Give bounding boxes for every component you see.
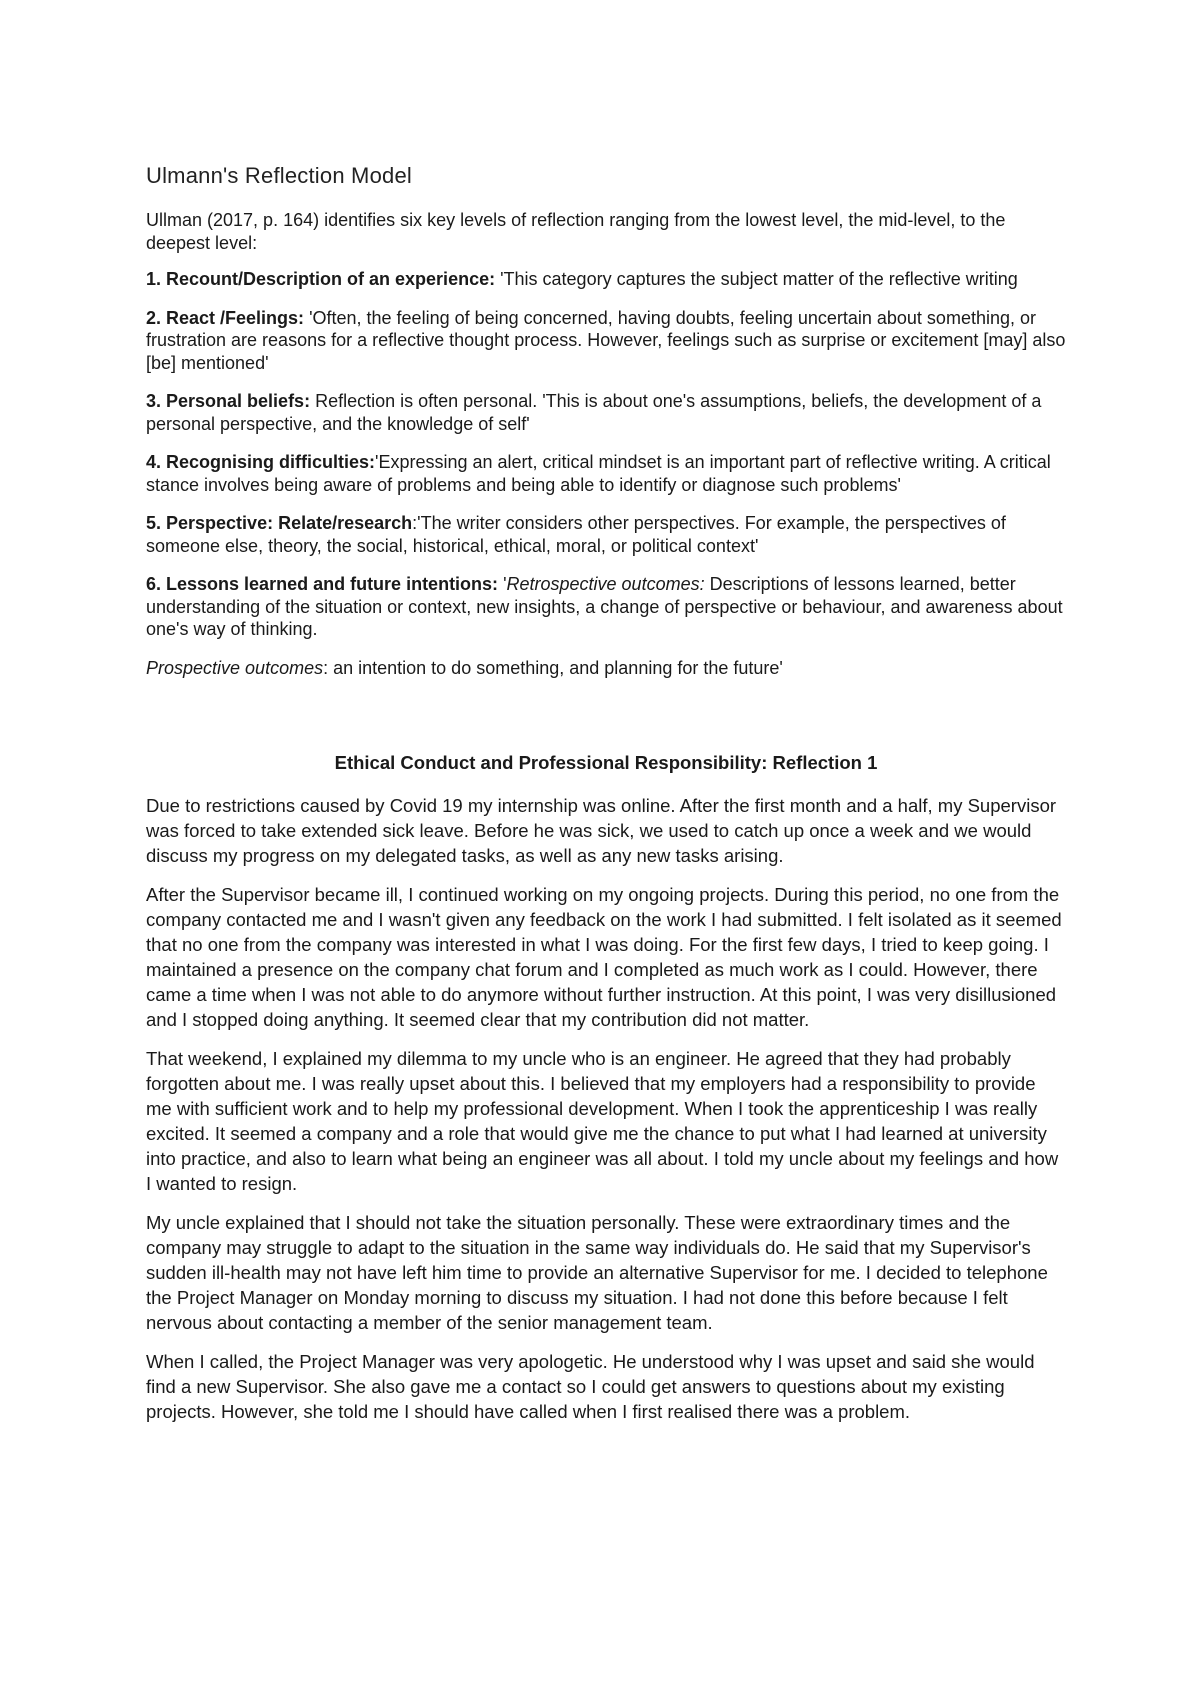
level-6-heading: 6. Lessons learned and future intentions: xyxy=(146,574,499,594)
reflection-title: Ethical Conduct and Professional Responsibility: Reflection 1 xyxy=(334,752,878,773)
reflection-paragraph-2: After the Supervisor became ill, I continued working on my ongoing projects. During this period, no one from the company contacted me and I wasn't given any feedback on the work I had submitted. I felt isolated as it seemed that no one from the company was interested in what I was doing. For the first few days, I tried to keep going. I maintained a presence on the company chat forum and I completed as much work as I could. However, there came a time when I was not able to do anymore without further instruction. At this point, I was very disillusioned and I stopped doing anything. It seemed clear that my contribution did not matter. xyxy=(146,884,1062,1030)
level-1-heading: 1. Recount/Description of an experience: xyxy=(146,269,496,289)
level-6-text-prefix: ' xyxy=(498,574,507,594)
level-5 xyxy=(146,512,1066,557)
level-3-text: Reflection is often personal. 'This is about one's assumptions, beliefs, the development of a personal perspective, and the knowledge of self' xyxy=(146,391,1042,434)
section-spacer xyxy=(146,695,1066,751)
reflection-paragraph-4: My uncle explained that I should not take the situation personally. These were extraordinary times and the company may struggle to adapt to the situation in the same way individuals do. He said that my Supervisor's sudden ill-health may not have left him time to provide an alternative Supervisor for me. I decided to telephone the Project Manager on Monday morning to discuss my situation. I had not done this before because I felt nervous about contacting a member of the senior management team. xyxy=(146,1212,1048,1333)
level-1-text: 'This category captures the subject matter of the reflective writing xyxy=(495,269,1018,289)
reflection-paragraph-3: That weekend, I explained my dilemma to my uncle who is an engineer. He agreed that they had probably forgotten about me. I was really upset about this. I believed that my employers had a responsibility to provide me with sufficient work and to help my professional development. When I took the apprenticeship I was really excited. It seemed a company and a role that would give me the chance to put what I had learned at university into practice, and also to learn what being an engineer was all about. I told my uncle about my feelings and how I wanted to resign. xyxy=(146,1048,1059,1194)
document-content xyxy=(146,163,1066,1438)
level-6-text: Descriptions of lessons learned, better understanding of the situation or context, new insights, a change of perspective or behaviour, and awareness about one's way of thinking. xyxy=(146,574,1063,639)
level-2-text: 'Often, the feeling of being concerned, having doubts, feeling uncertain about something, or frustration are reasons for a reflective thought process. However, feelings such as surprise or excitement [may] also [be] mentioned' xyxy=(146,307,1066,373)
level-1 xyxy=(146,268,1066,291)
prospective-text: : an intention to do something, and planning for the future' xyxy=(323,657,783,678)
model-intro: Ullman (2017, p. 164) identifies six key levels of reflection ranging from the lowest level, the mid-level, to the deepest level: xyxy=(146,210,1006,253)
level-5-text: :'The writer considers other perspectives. For example, the perspectives of someone else, theory, the social, historical, ethical, moral, or political context' xyxy=(146,513,1006,556)
level-3-heading: 3. Personal beliefs: xyxy=(146,391,311,411)
level-2-heading: 2. React /Feelings: xyxy=(146,307,305,328)
level-6 xyxy=(146,573,1066,641)
prospective-outcomes xyxy=(146,657,1066,680)
level-3 xyxy=(146,390,1066,435)
level-4-heading: 4. Recognising difficulties: xyxy=(146,452,376,472)
level-6-italic: Retrospective outcomes: xyxy=(506,574,705,594)
level-4 xyxy=(146,451,1066,496)
reflection-paragraph-1: Due to restrictions caused by Covid 19 my internship was online. After the first month and a half, my Supervisor was forced to take extended sick leave. Before he was sick, we used to catch up once a week and we would discuss my progress on my delegated tasks, as well as any new tasks arising. xyxy=(146,795,1057,866)
reflection-paragraph-5: When I called, the Project Manager was very apologetic. He understood why I was upset and said she would find a new Supervisor. She also gave me a contact so I could get answers to questions about my existing projects. However, she told me I should have called when I first realised there was a problem. xyxy=(146,1351,1035,1422)
level-2 xyxy=(146,307,1066,375)
prospective-italic: Prospective outcomes xyxy=(146,657,324,678)
model-title: Ulmann's Reflection Model xyxy=(146,163,412,188)
level-4-text: 'Expressing an alert, critical mindset is an important part of reflective writing. A critical stance involves being aware of problems and being able to identify or diagnose such problems' xyxy=(146,452,1051,495)
level-5-heading: 5. Perspective: Relate/research xyxy=(146,513,413,533)
